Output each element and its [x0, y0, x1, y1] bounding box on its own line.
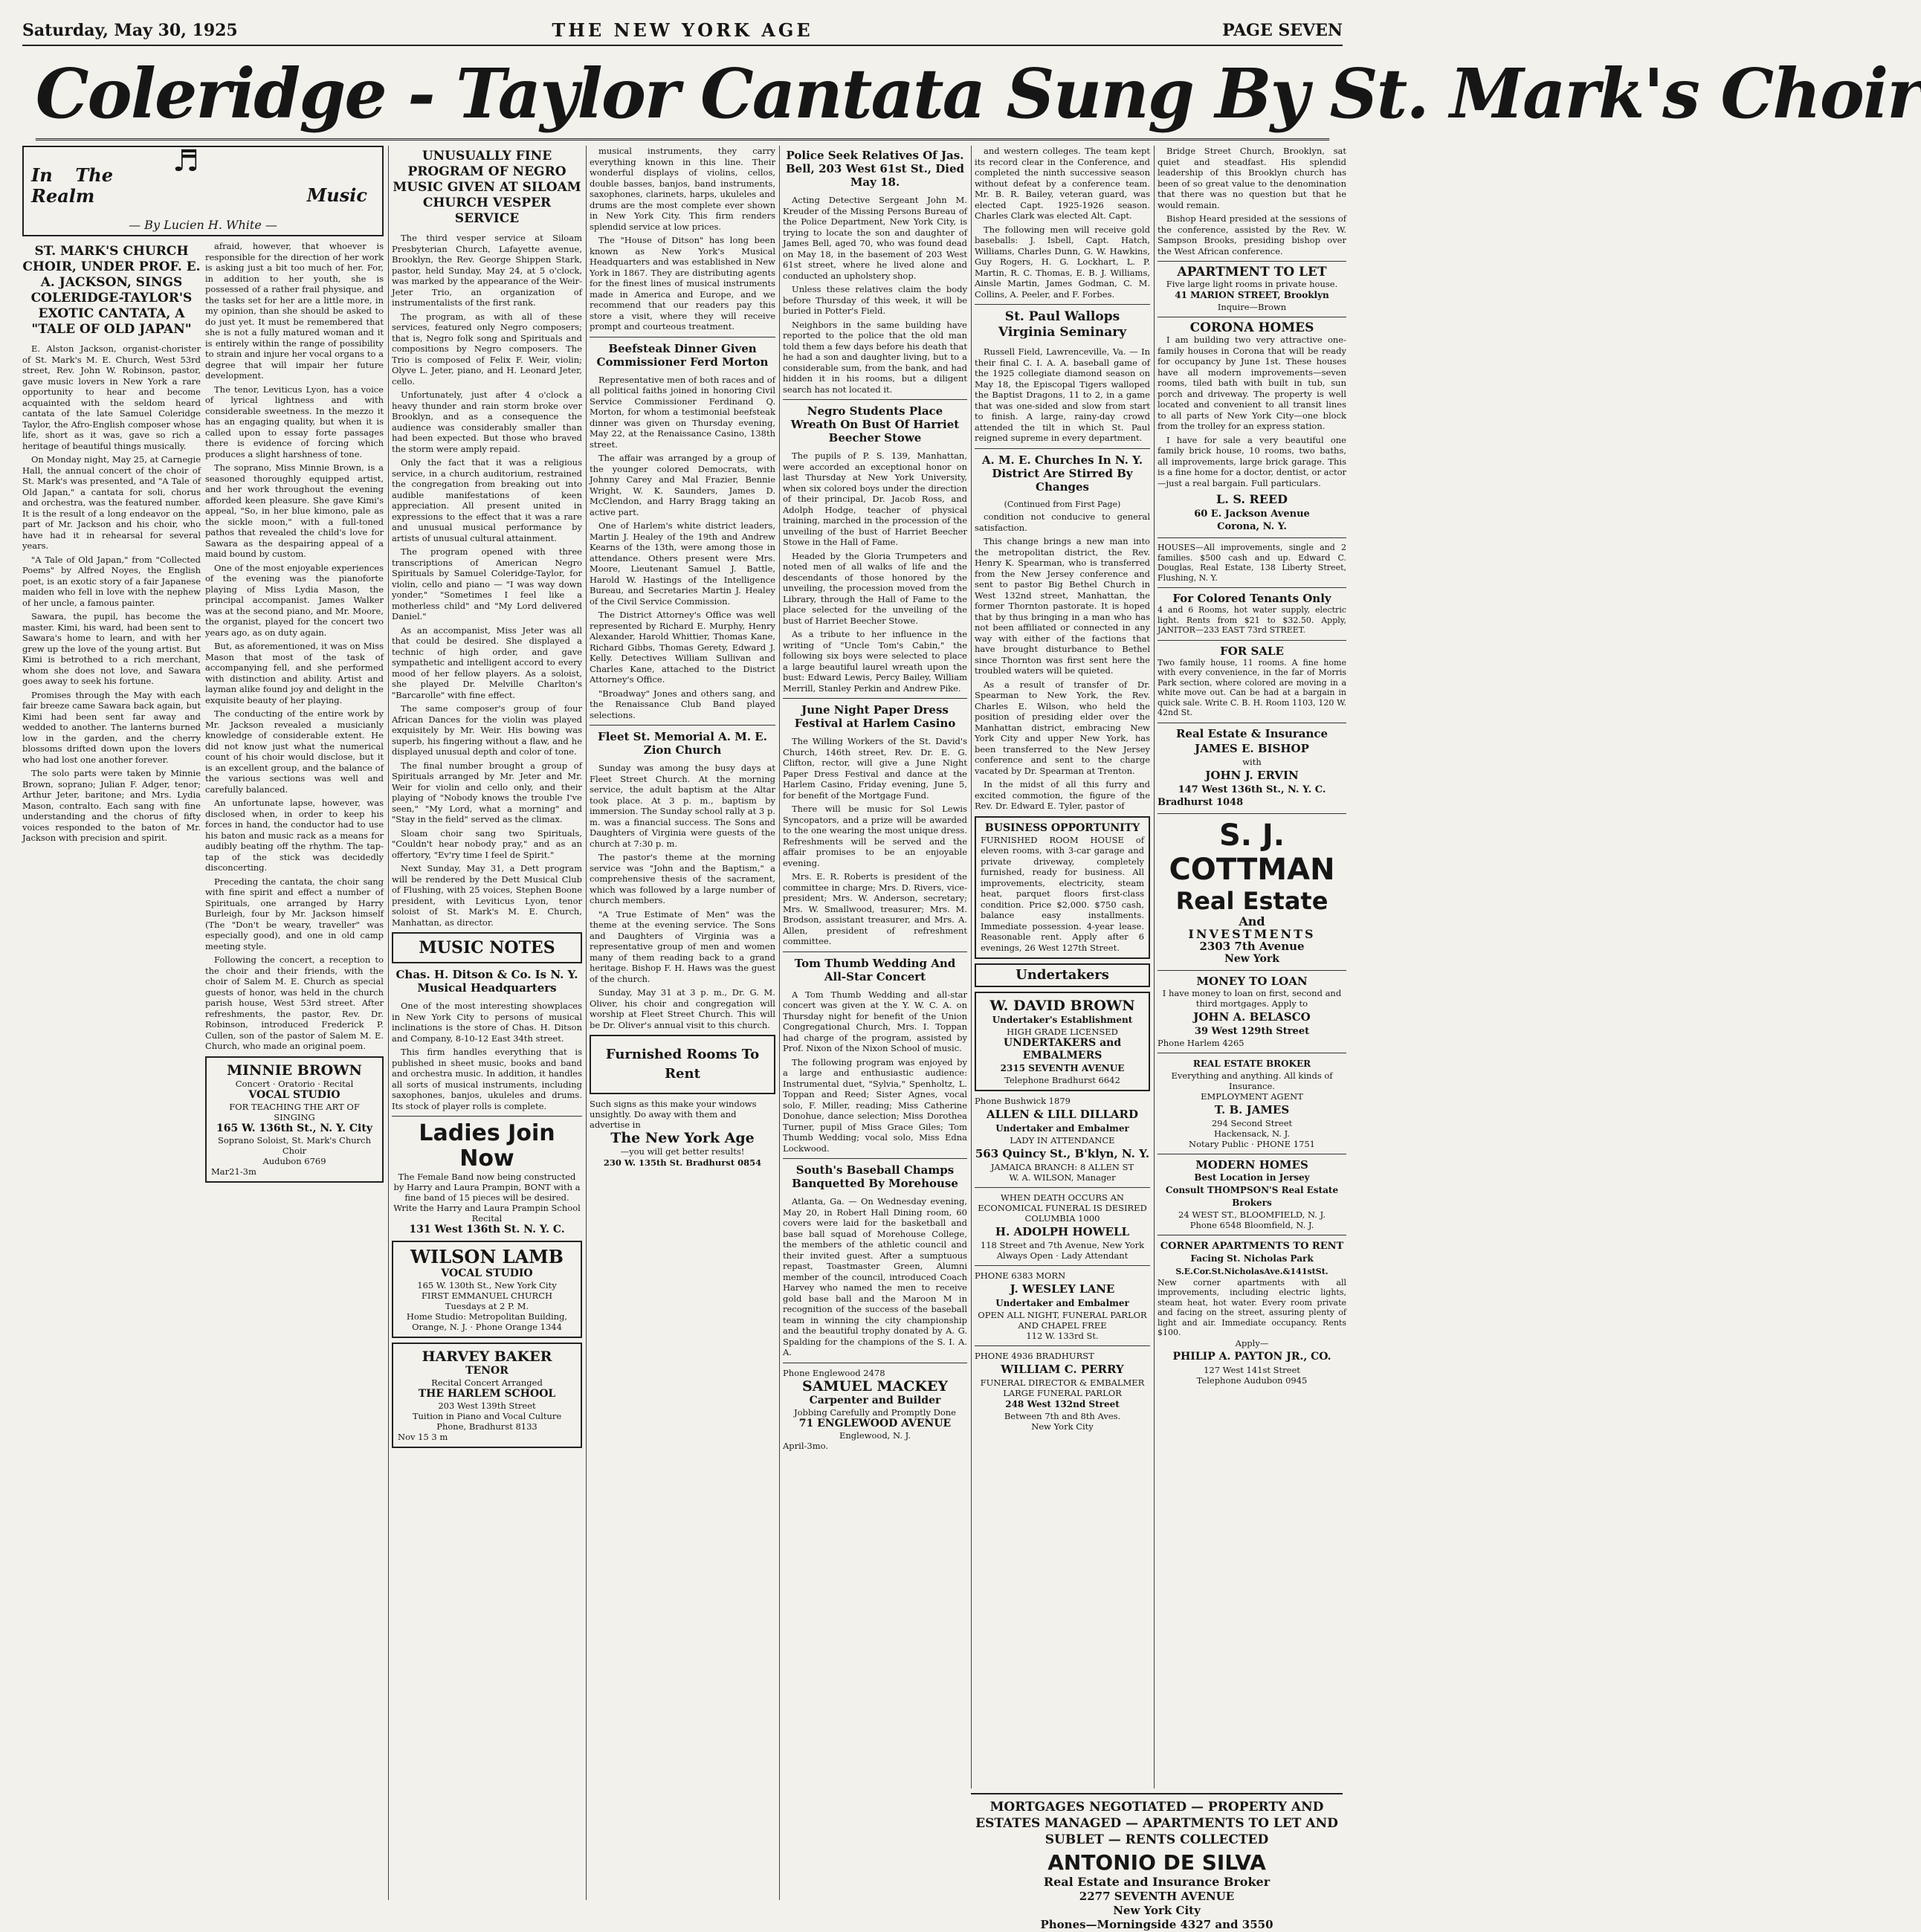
ad-line: Between 7th and 8th Aves. [1004, 1411, 1121, 1421]
ad-address: 118 Street and 7th Avenue, New York [980, 1240, 1145, 1250]
ad-line: INVESTMENTS [1188, 926, 1316, 941]
ad-line: Best Location in Jersey [1194, 1172, 1310, 1183]
masthead [22, 15, 1343, 46]
fleet-st-headline: Fleet St. Memorial A. M. E. Zion Church [598, 730, 767, 757]
ad-line: Undertaker's Establishment [992, 1015, 1133, 1025]
article-paragraph: Sunday was among the busy days at Fleet Street Church. At the morning service, the adult baptism at the Altar took place. At 3 p. m., baptism by immersion. The Sunday school rally at 3 p. m. was a financial success. The Sons and Daughters of Virginia were guests of the church at 7:30 p. m. [590, 763, 775, 849]
ad-line: FUNERAL DIRECTOR & EMBALMER [980, 1377, 1145, 1388]
ad-heading: APARTMENT TO LET [1177, 265, 1327, 280]
ad-services: MORTGAGES NEGOTIATED — PROPERTY AND ESTATES MANAGED — APARTMENTS TO LET AND SUBLET — RENTS COLLECTED [975, 1800, 1338, 1847]
ad-name: JOHN A. BELASCO [1193, 1009, 1311, 1024]
article-paragraph: The conducting of the entire work by Mr. Jackson revealed a musicianly knowledge of considerable extent. He did not know just what the numerical count of his choir would disclose, but it is an excellent group, and the balance of the various sections was well and carefully balanced. [205, 708, 384, 795]
article-paragraph: On Monday night, May 25, at Carnegie Hall, the annual concert of the choir of St. Mark's was presented, and "A Tale of Old Japan," a cantata for soli, chorus and orchestra, was the featured number. It is the result of a long endeavor on the part of Mr. Jackson and his choir, who have had it in rehearsal for several years. [22, 454, 201, 551]
ad-phone: Telephone Audubon 0945 [1196, 1374, 1308, 1386]
ad-name: ALLEN & LILL DILLARD [987, 1108, 1138, 1121]
article-paragraph: Neighbors in the same building have reported to the police that the old man told them a few days before his death that he had a son and daughter living, but to a considerable sum, from the bank, and had hidden it in his rooms, but a diligent search has not located it. [783, 319, 967, 395]
article-paragraph: "A Tale of Old Japan," from "Collected Poems" by Alfred Noyes, the English poet, is an exotic story of a fair Japanese maiden who fell in love with the nephew of her uncle, a famous painter. [22, 554, 201, 608]
ad-line: Jobbing Carefully and Promptly Done [793, 1406, 956, 1418]
ad-line: UNDERTAKERS and EMBALMERS [1003, 1037, 1122, 1062]
article-paragraph: As a result of transfer of Dr. Spearman to New York, the Rev. Charles E. Wilson, who held the position of presiding elder over the Manhattan district, embracing New York City and upper New York, has been transferred to the New Jersey conference and sent to the charge vacated by Dr. Spearman at Trenton. [975, 679, 1150, 776]
article-paragraph: The program opened with three transcriptions of American Negro Spirituals by Samuel Coleridge-Taylor, for violin, cello and piano — "I was way down yonder," "Sometimes I feel like a motherless child" and "My Lord delivered Daniel." [392, 546, 582, 621]
music-notes-title: MUSIC NOTES [419, 938, 555, 957]
ad-line: Notary Public · PHONE 1751 [1189, 1138, 1315, 1149]
ad-name: ANTONIO DE SILVA [1047, 1850, 1266, 1875]
article-paragraph: E. Alston Jackson, organist-chorister of St. Mark's M. E. Church, West 53rd street, Rev. John W. Robinson, pastor, gave music lovers in New York a rare opportunity to hear and become acquainted with the seldom heard cantata of the late Samuel Coleridge Taylor, the Afro-English composer whose life, short as it was, gave so rich a heritage of beautiful things musically. [22, 343, 201, 451]
ad-address: 39 West 129th Street [1194, 1025, 1310, 1037]
ad-address: 2315 SEVENTH AVENUE [1000, 1063, 1125, 1073]
ad-phone: Phone Englewood 2478 [783, 1367, 885, 1378]
ad-address: 2277 SEVENTH AVENUE [1079, 1890, 1235, 1903]
article-paragraph: Unfortunately, just after 4 o'clock a heavy thunder and rain storm broke over Brooklyn, and as a consequence the audience was considerably smaller than had been expected. But those who braved the storm were amply repaid. [392, 390, 582, 454]
ad-line: And [1239, 914, 1265, 928]
column-ditson-continued [586, 146, 778, 1900]
ad-text: I have for sale a very beautiful one family brick house, 10 rooms, two baths, all improvements, large brick garage. This is a fine home for a doctor, dentist, or actor—just a real bargain. Full particulars. [1158, 434, 1346, 488]
music-notes-box [392, 932, 582, 963]
ad-line: Undertaker and Embalmer [995, 1123, 1129, 1134]
article-paragraph: Sawara, the pupil, has become the master. Kimi, his ward, had been sent to Sawara's home to learn, and with her grew up the love of the young artist. But Kimi is betrothed to a rich merchant, whom she does not love, and Sawara goes away to seek his fortune. [22, 611, 201, 686]
ad-name: W. DAVID BROWN [989, 998, 1135, 1014]
ad-line: Everything and anything. All kinds of Insurance. [1171, 1070, 1333, 1091]
ad-line: THE HARLEM SCHOOL [418, 1388, 556, 1400]
article-paragraph: One of Harlem's white district leaders, Martin J. Healey of the 19th and Andrew Kearns of the 13th, were among those in attendance. Others present were Mrs. Moore, Lieutenant Samuel J. Battle, Harold W. Hastings of the Intelligence Bureau, and Secretaries Martin J. Healey of the Civil Service Commission. [590, 520, 775, 607]
ad-line: Hackensack, N. J. [1214, 1128, 1290, 1139]
ad-heading: Real Estate & Insurance [1175, 726, 1328, 740]
ad-name: PHILIP A. PAYTON JR., CO. [1172, 1350, 1331, 1363]
ladies-join-title: Ladies Join Now [419, 1120, 555, 1172]
ad-heading: CORNER APARTMENTS TO RENT [1160, 1240, 1344, 1252]
ad-heading: For Colored Tenants Only [1172, 592, 1331, 605]
ad-line: Tuesdays at 2 P. M. [445, 1301, 529, 1311]
ad-line: LADY IN ATTENDANCE [1010, 1135, 1115, 1146]
ad-heading: BUSINESS OPPORTUNITY [984, 821, 1140, 834]
ad-name: WILLIAM C. PERRY [1001, 1363, 1124, 1376]
siloam-headline: UNUSUALLY FINE PROGRAM OF NEGRO MUSIC GIVEN AT SILOAM CHURCH VESPER SERVICE [393, 149, 581, 226]
ad-name: L. S. REED [1215, 492, 1288, 506]
ad-heading: FOR SALE [1220, 644, 1284, 658]
ad-address: 294 Second Street [1211, 1117, 1293, 1128]
ad-line: New York City [1031, 1421, 1094, 1432]
ad-phone: Bradhurst 1048 [1158, 796, 1244, 808]
ad-line: TENOR [465, 1365, 508, 1377]
wilson-lamb-ad [392, 1241, 582, 1338]
column-classifieds [1154, 146, 1349, 1789]
undertakers-header [975, 963, 1150, 987]
ad-text: FURNISHED ROOM HOUSE of eleven rooms, with 3-car garage and private driveway, completely furnished, ready for business. All improvements, electricity, steam heat, parquet floors first-class condition. Price $2,000. $750 cash, balance easy installments. Immediate possession. 4-year lease. Reasonable rent. Apply after 6 evenings, 26 West 127th Street. [981, 834, 1144, 953]
realm-byline: — By Lucien H. White — [129, 217, 277, 232]
ad-name: MINNIE BROWN [227, 1062, 362, 1079]
article-paragraph: Sloam choir sang two Spirituals, "Couldn't hear nobody pray," and as an offertory, "Ev'ry time I feel de Spirit." [392, 827, 582, 860]
article-paragraph: The District Attorney's Office was well represented by Richard E. Murphy, Henry Alexander, Harold Whittier, Thomas Kane, Richard Gibbs, Thomas Gerety, Edward J. Kelly. Detectives William Sullivan and Charles Kane, attached to the District Attorney's Office. [590, 610, 775, 685]
article-paragraph: The tenor, Leviticus Lyon, has a voice of lyrical lightness and with considerable sweetness. In the mezzo it has an engaging quality, but when it is called upon to essay forte passages there is evidence of forcing which produces a slight harshness of tone. [205, 384, 384, 459]
paper-dress-headline: June Night Paper Dress Festival at Harlem Casino [794, 703, 956, 730]
ad-address: 112 W. 133rd St. [1026, 1331, 1099, 1341]
ad-text: I am building two very attractive one-family houses in Corona that will be ready for occupancy by June 1st. These houses have all modern improvements—seven rooms, tiled bath with built in tub, sun porch and driveway. The property is well located and convenient to all transit lines to all parts of New York City—one block from the trolley for an express station. [1158, 335, 1346, 431]
ad-phones: Phones—Morningside 4327 and 3550 [1040, 1918, 1273, 1931]
realm-music-word: Music [306, 184, 367, 206]
ad-line: Such signs as this make your windows unsightly. Do away with them and advertise in [590, 1099, 757, 1130]
ad-line: Inquire—Brown [1217, 302, 1287, 312]
ad-name: H. ADOLPH HOWELL [995, 1225, 1130, 1238]
ad-name: WILSON LAMB [410, 1246, 564, 1267]
age-paper-name: The New York Age [610, 1130, 755, 1146]
ad-address: 127 West 141st Street [1204, 1364, 1300, 1375]
furnished-rooms-ad [590, 1035, 775, 1094]
article-paragraph: The Willing Workers of the St. David's Church, 146th street, Rev. Dr. E. G. Clifton, rector, will give a June Night Paper Dress Festival and dance at the Harlem Casino, Friday evening, June 5, for benefit of the Mortgage Fund. [783, 736, 967, 801]
ad-phone: Phone Bushwick 1879 [975, 1096, 1071, 1106]
ad-line: Tuition in Piano and Vocal Culture [412, 1411, 562, 1421]
article-paragraph: This firm handles everything that is published in sheet music, books and band and orchestra music. In addition, it handles all sorts of musical instruments, including saxophones, banjos, ukuleles and drums. Its stock of player rolls is complete. [392, 1047, 582, 1111]
article-paragraph: "A True Estimate of Men" was the theme at the evening service. The Sons and Daughters of Virginia was a representative group of men and women many of them reading back to a grand heritage. Bishop F. H. Haws was the guest of the church. [590, 908, 775, 984]
ad-line: JAMAICA BRANCH: 8 ALLEN ST [990, 1162, 1134, 1172]
ad-line: Always Open · Lady Attendant [996, 1250, 1129, 1261]
article-paragraph: Following the concert, a reception to the choir and their friends, with the choir of Salem M. E. Church as special guests of honor, was held in the church parish house, West 53rd street. After refreshments, the pastor, Rev. Dr. Robinson, introduced Frederick P. Cullen, son of the pastor of Salem M. E. Church, who made an original poem. [205, 954, 384, 1051]
ad-text: New corner apartments with all improvements, including electric lights, steam heat, hot water. Every room private and facing on the street, assuring plenty of light and air. Immediate occupancy. Rents $100. [1158, 1277, 1346, 1337]
david-brown-ad [975, 992, 1150, 1091]
ame-churches-headline: A. M. E. Churches In N. Y. District Are Stirred By Changes [981, 453, 1143, 494]
ad-address: 24 WEST ST., BLOOMFIELD, N. J. [1178, 1209, 1326, 1220]
ad-line: S.E.Cor.St.NicholasAve.&141stSt. [1175, 1266, 1328, 1276]
ad-line: Facing St. Nicholas Park [1190, 1253, 1314, 1264]
ad-line: W. A. WILSON, Manager [1009, 1172, 1116, 1183]
ad-phone: Telephone Bradhurst 6642 [1004, 1075, 1120, 1085]
ad-city: New York City [1113, 1904, 1201, 1917]
minnie-brown-ad [205, 1056, 384, 1183]
ad-name: JOHN J. ERVIN [1205, 768, 1299, 782]
ad-line: OPEN ALL NIGHT, FUNERAL PARLOR AND CHAPEL FREE [978, 1310, 1147, 1331]
article-paragraph: In the midst of all this furry and excited commotion, the figure of the Rev. Dr. Edward E. Tyler, pastor of [975, 779, 1150, 811]
ad-line: FIRST EMMANUEL CHURCH [421, 1290, 553, 1301]
ad-line: Corona, N. Y. [1217, 521, 1287, 532]
ad-line: Consult THOMPSON'S Real Estate Brokers [1165, 1184, 1339, 1208]
ad-line: Englewood, N. J. [839, 1429, 911, 1441]
ad-title: Real Estate and Insurance Broker [1043, 1875, 1271, 1889]
article-paragraph: Acting Detective Sergeant John M. Kreuder of the Missing Persons Bureau of the Police Department, New York City, is trying to locate the son and daughter of James Bell, aged 70, who was found dead on May 18, in the basement of 203 West 61st street, where he lived alone and conducted an upholstery shop. [783, 195, 967, 281]
ad-line: WHEN DEATH OCCURS AN ECONOMICAL FUNERAL IS DESIRED COLUMBIA 1000 [978, 1192, 1147, 1224]
article-paragraph: The final number brought a group of Spirituals arranged by Mr. Jeter and Mr. Weir for violin and cello only, and their playing of "Nobody knows the trouble I've seen," "My Lord, what a morning" and "Stay in the field" served as the climax. [392, 760, 582, 824]
ad-line: HIGH GRADE LICENSED [1007, 1027, 1118, 1037]
ad-line: Carpenter and Builder [809, 1394, 941, 1406]
ad-heading: MONEY TO LOAN [1196, 974, 1308, 988]
morehouse-headline: South's Baseball Champs Banquetted By Morehouse [792, 1163, 958, 1190]
ad-text: HOUSES—All improvements, single and 2 families. $500 cash and up. Edward C. Douglas, Real Estate, 138 Liberty Street, Flushing, N. Y. [1158, 543, 1346, 583]
ad-address: 2303 7th Avenue [1199, 939, 1305, 953]
article-paragraph: Headed by the Gloria Trumpeters and noted men of all walks of life and the descendants of those honored by the unveiling, the procession moved from the Library, through the Hall of Fame to the place selected for the unveiling of the bust of Harriet Beecher Stowe. [783, 550, 967, 626]
ad-phone: Phone Harlem 4265 [1158, 1037, 1244, 1048]
article-paragraph: Bishop Heard presided at the sessions of the conference, assisted by the Rev. W. Sampson Brooks, presiding bishop over the West African conference. [1158, 213, 1346, 256]
ad-address: 563 Quincy St., B'klyn, N. Y. [975, 1147, 1150, 1160]
article-paragraph: One of the most enjoyable experiences of the evening was the pianoforte playing of Miss Lydia Mason, the principal accompanist. James Walker was at the second piano, and Mr. Moore, the organist, played for the concert two years ago, as on duty again. [205, 562, 384, 638]
ad-address: 165 W. 130th St., New York City [417, 1280, 557, 1290]
ad-text: 4 and 6 Rooms, hot water supply, electric light. Rents from $21 to $32.50. Apply, JANITOR—233 EAST 73rd STREET. [1158, 605, 1346, 635]
article-paragraph: The solo parts were taken by Minnie Brown, soprano; Julian F. Adger, tenor; Arthur Jeter, baritone; and Mrs. Lydia Mason, contralto. Each sang with fine understanding and the chorus of fifty voices responded to the baton of Mr. Jackson with precision and spirit. [22, 768, 201, 843]
furnished-rooms-title: Furnished Rooms To Rent [605, 1047, 760, 1082]
ad-heading: CORONA HOMES [1189, 320, 1314, 335]
article-paragraph: and western colleges. The team kept its record clear in the Conference, and completed the ninth successive season without defeat by a conference team. Mr. B. R. Bailey, veteran guard, was elected Capt. 1925-1926 season. Charles Clark was elected Alt. Capt. [975, 146, 1150, 221]
ad-phone: Phone 6548 Bloomfield, N. J. [1189, 1219, 1314, 1230]
article-paragraph: Mrs. E. R. Roberts is president of the committee in charge; Mrs. D. Rivers, vice-president; Mrs. W. Anderson, secretary; Mrs. W. Smallwood, treasurer; Mrs. M. Brodson, assistant treasurer, and Mrs. A. Allen, president of refreshment committee. [783, 871, 967, 946]
harvey-baker-ad [392, 1343, 582, 1448]
ad-address: 131 West 136th St. N. Y. C. [409, 1224, 565, 1235]
article-paragraph: One of the most interesting showplaces in New York City to persons of musical inclinations is the store of Chas. H. Ditson and Company, 8-10-12 East 34th street. [392, 1001, 582, 1044]
ad-name: J. WESLEY LANE [1010, 1282, 1115, 1296]
cottman-name: S. J. COTTMAN [1169, 818, 1335, 887]
ad-name: JAMES E. BISHOP [1195, 741, 1309, 755]
article-paragraph: The program, as with all of these services, featured only Negro composers; that is, Negro folk song and Spirituals and compositions by Negro composers. The Trio is composed of Felix F. Weir, violin; Olyve L. Jeter, piano, and H. Leonard Jeter, cello. [392, 311, 582, 387]
cottman-title: Real Estate [1175, 886, 1328, 915]
ad-address: 41 MARION STREET, Brooklyn [1175, 290, 1329, 300]
ad-line: Recital Concert Arranged [431, 1377, 543, 1388]
ad-line: LARGE FUNERAL PARLOR [1003, 1388, 1122, 1398]
ad-address: 71 ENGLEWOOD AVENUE [798, 1417, 952, 1429]
ad-address: 147 West 136th St., N. Y. C. [1178, 784, 1326, 795]
article-paragraph: This change brings a new man into the metropolitan district, the Rev. Henry K. Spearman, who is transferred from the New Jersey conference and sent to pastor Big Bethel Church in West 132nd street, Manhattan, the former Thornton pastorate. It is hoped that by thus bringing in a man who has not been affiliated or connected in any way with either of the factions that have brought disturbance to Bethel since Thornton was first sent here the troubled waters will be quieted. [975, 536, 1150, 676]
ad-name: T. B. JAMES [1214, 1102, 1290, 1117]
column-news [779, 146, 970, 1900]
police-headline: Police Seek Relatives Of Jas. Bell, 203 West 61st St., Died May 18. [786, 149, 964, 189]
undertakers-title: Undertakers [1016, 967, 1109, 983]
article-paragraph: Preceding the cantata, the choir sang with fine spirit and effect a number of Spirituals, one arranged by Harry Burleigh, four by Mr. Jackson himself (The "Don't be weary, traveller" was especially good), and one in old camp meeting style. [205, 876, 384, 952]
de-silva-ad [971, 1793, 1343, 1931]
column-church-sports [971, 146, 1153, 1789]
article-paragraph: Sunday, May 31 at 3 p. m., Dr. G. M. Oliver, his choir and congregation will worship at Fleet Street Church. This will be Dr. Oliver's annual visit to this church. [590, 987, 775, 1030]
lyre-ornament-icon: ♬ [172, 144, 199, 178]
article-paragraph: The affair was arranged by a group of the younger colored Democrats, with Johnny Carey and Mal Frazier, Bennie Wright, W. K. Saunders, James D. McClendon, and Harry Bragg taking an active part. [590, 453, 775, 517]
article-paragraph: musical instruments, they carry everything known in this line. Their wonderful displays of violins, cellos, double basses, banjos, band instruments, saxophones, clarinets, harps, ukuleles and drums are the most complete ever shown in New York City. This firm renders splendid service at low prices. [590, 146, 775, 232]
article-paragraph: The "House of Ditson" has long been known as New York's Musical Headquarters and was established in New York in 1867. They are distributing agents for the finest lines of musical instruments made in America and Europe, and we recommend that our readers pay this store a visit, where they will receive prompt and courteous treatment. [590, 235, 775, 332]
ad-address: 60 E. Jackson Avenue [1194, 508, 1310, 520]
article-paragraph: The third vesper service at Siloam Presbyterian Church, Lafayette avenue, Brooklyn, the Rev. George Shippen Stark, pastor, held Sunday, May 24, at 5 o'clock, was marked by the appearance of the Weir-Jeter Trio, an organization of instrumentalists of the first rank. [392, 233, 582, 308]
ad-code: Mar21-3m [211, 1166, 256, 1177]
article-paragraph: condition not conducive to general satisfaction. [975, 511, 1150, 533]
ad-line: with [1242, 756, 1262, 767]
article-paragraph: Atlanta, Ga. — On Wednesday evening, May 20, in Robert Hall Dining room, 60 covers were laid for the basketball and base ball squad of Morehouse College, the members of the athletic council and their invited guest. After a sumptuous repast, Toastmaster Green, Alumni member of the council, introduced Coach Harvey who named the men to receive gold base ball and the Maroon M in recognition of the success of the baseball team in winning the city championship and the beautiful trophy donated by A. G. Spalding for the champions of the S. I. A. A. [783, 1196, 967, 1357]
st-paul-headline: St. Paul Wallops Virginia Seminary [998, 309, 1127, 340]
article-paragraph: An unfortunate lapse, however, was disclosed when, in order to keep his forces in hand, the conductor had to use his baton and music rack as a means for audibly beating off the rhythm. The tap-tap of the stick was decidedly disconcerting. [205, 798, 384, 873]
ad-address: 248 West 132nd Street [1005, 1399, 1120, 1409]
article-paragraph: The following program was enjoyed by a large and enthusiastic audience: Instrumental duet, "Sylvia," Spenholtz, L. Toppan and Reed; Sister Agnes, vocal solo, F. Miller, reading; Miss Catherine Donohue, dance selection; Miss Dorothea Turner, pupil of Miss Grace Giles; Tom Thumb Wedding; vocal solo, Miss Edna Lockwood. [783, 1056, 967, 1154]
ad-line: Apply— [1235, 1337, 1269, 1348]
article-paragraph: Unless these relatives claim the body before Thursday of this week, it will be buried in Potter's Field. [783, 284, 967, 316]
ad-line: Home Studio: Metropolitan Building, Orange, N. J. · Phone Orange 1344 [406, 1311, 568, 1332]
stowe-headline: Negro Students Place Wreath On Bust Of Harriet Beecher Stowe [790, 404, 960, 445]
ad-line: The Female Band now being constructed by Harry and Laura Prampin, BONT with a fine band of 15 pieces will be desired. Write the Harry and Laura Prampin School Recital [393, 1172, 581, 1224]
article-paragraph: As a tribute to her influence in the writing of "Uncle Tom's Cabin," the following six boys were selected to place a large beautiful laurel wreath upon the bust: Edward Lewis, Percy Bailey, William Merrill, Stanley Perkin and Andrew Pike. [783, 629, 967, 694]
article-paragraph: "Broadway" Jones and others sang, and the Renaissance Club Band played selections. [590, 688, 775, 720]
article-paragraph: A Tom Thumb Wedding and all-star concert was given at the Y. W. C. A. on Thursday night for benefit of the Union Congregational Church, Mrs. I. Toppan had charge of the program, assisted by Prof. Nixon of the Nixon School of music. [783, 989, 967, 1053]
article-paragraph: The pupils of P. S. 139, Manhattan, were accorded an exceptional honor on last Thursday at New York University, when six colored boys under the direction of their principal, Dr. Jacob Ross, and Adolph Hodge, teacher of physical training, marched in the procession of the unveiling of the bust of Harriet Beecher Stowe in the Hall of Fame. [783, 450, 967, 547]
ad-phone: PHONE 6383 MORN [975, 1270, 1066, 1281]
ad-heading: REAL ESTATE BROKER [1192, 1058, 1311, 1069]
article-paragraph: Russell Field, Lawrenceville, Va. — In their final C. I. A. A. baseball game of the 1925 collegiate diamond season on May 18, the Episcopal Tigers walloped the Baptist Dragons, 11 to 2, in a game that was one-sided and slow from start to finish. A large, rainy-day crowd attended the tilt in which St. Paul reigned supreme in every department. [975, 346, 1150, 443]
ad-line: Undertaker and Embalmer [995, 1298, 1129, 1308]
article-paragraph: Next Sunday, May 31, a Dett program will be rendered by the Dett Musical Club of Flushing, with 25 voices, Stephen Boone president, with Leviticus Lyon, tenor soloist of St. Mark's M. E. Church, Manhattan, as director. [392, 863, 582, 928]
column-siloam [388, 146, 585, 1900]
ad-phone: Phone, Bradhurst 8133 [436, 1421, 537, 1432]
main-headline: Coleridge - Taylor Cantata Sung By St. Mark's Choir [36, 49, 1329, 140]
article-paragraph: Only the fact that it was a religious service, in a church auditorium, restrained the congregation from breaking out into audible manifestations of keen appreciation. All present united in expressions to the effect that it was a rare and unusual musical performance by artists of unusual cultural attainment. [392, 457, 582, 543]
ad-phone: PHONE 4936 BRADHURST [975, 1351, 1094, 1361]
article-paragraph: The following men will receive gold baseballs: J. Isbell, Capt. Hatch, Williams, Charles Dunn, G. W. Hawkins, Guy Rogers, H. G. Lockhart, L. P. Martin, R. C. Thomas, E. B. J. Williams, Ainsle Martin, James Godman, C. M. Collins, A. Peeler, and F. Forbes. [975, 224, 1150, 300]
ad-address: 230 W. 135th St. Bradhurst 0854 [603, 1157, 762, 1168]
paper-name: THE NEW YORK AGE [552, 19, 813, 41]
column-music-realm [22, 146, 384, 1900]
realm-column-header [22, 146, 384, 236]
article-paragraph: There will be music for Sol Lewis Syncopators, and a prize will be awarded to the one wearing the most unique dress. Refreshments will be served and the affair promises to be an enjoyable evening. [783, 804, 967, 868]
ad-code: Nov 15 3 m [398, 1432, 448, 1442]
ad-line: —you will get better results! [620, 1146, 745, 1157]
article-paragraph: As an accompanist, Miss Jeter was all that could be desired. She displayed a technic of high order, and gave sympathetic and intelligent accord to every mood of her fellow players. As a soloist, she played Dr. Melville Charlton's "Barcarolle" with fine effect. [392, 624, 582, 700]
article-paragraph: The same composer's group of four African Dances for the violin was played exquisitely by Mr. Weir. His bowing was superb, his fingering without a flaw, and he displayed unusual depth and color of tone. [392, 703, 582, 757]
ad-address: 203 West 139th Street [438, 1400, 536, 1411]
issue-date: Saturday, May 30, 1925 [22, 21, 238, 40]
article-paragraph: The pastor's theme at the morning service was "John and the Baptism," a comprehensive thesis of the sacrament, which was followed by a large number of church members. [590, 852, 775, 905]
article-paragraph: Bridge Street Church, Brooklyn, sat quiet and steadfast. His splendid leadership of this Brooklyn church has been of so great value to the denomination that there was no question but that he would remain. [1158, 146, 1346, 210]
realm-title: In The Realm [31, 164, 113, 207]
ad-address: 165 W. 136th St., N. Y. City [216, 1122, 372, 1134]
article-paragraph: afraid, however, that whoever is responsible for the direction of her work is asking just a bit too much of her. For, in addition to her youth, she is possessed of a rather frail physique, and the tasks set for her are a little more, in my opinion, than she should be asked to do just yet. It must be remembered that she is not a fully matured woman and it is entirely within the range of possibility to strain and injure her vocal organs to a degree that will impair her future development. [205, 241, 384, 381]
st-marks-headline: ST. MARK'S CHURCH CHOIR, UNDER PROF. E. A. JACKSON, SINGS COLERIDGE-TAYLOR'S EXOTIC CANTATA, A "TALE OF OLD JAPAN" [22, 244, 201, 337]
ad-text: Two family house, 11 rooms. A fine home with every convenience, in the far of Morris Park section, where colored are moving in a white move out. Can be had at a bargain in quick sale. Write C. B. H. Room 1103, 120 W. 42nd St. [1158, 657, 1346, 717]
beefsteak-headline: Beefsteak Dinner Given Commissioner Ferd Morton [596, 341, 769, 369]
ad-name: HARVEY BAKER [422, 1348, 552, 1365]
article-paragraph: Representative men of both races and of all political faiths joined in honoring Civil Service Commissioner Ferdinand Q. Morton, for whom a testimonial beefsteak dinner was given on Thursday evening, May 22, at the Renaissance Casino, 138th street. [590, 374, 775, 450]
ad-line: VOCAL STUDIO [248, 1088, 340, 1101]
page-number: PAGE SEVEN [1222, 21, 1343, 40]
ad-line: EMPLOYMENT AGENT [1201, 1091, 1303, 1102]
ad-phone: Audubon 6769 [262, 1155, 326, 1166]
ad-line: Five large light rooms in private house. [1166, 279, 1338, 289]
ad-code: April-3mo. [783, 1440, 829, 1451]
ad-line: New York [1224, 952, 1279, 965]
ad-line: FOR TEACHING THE ART OF SINGING [229, 1101, 360, 1122]
ad-line: I have money to loan on first, second and third mortgages. Apply to [1162, 987, 1342, 1009]
ad-name: SAMUEL MACKEY [802, 1377, 948, 1395]
continued-note: (Continued from First Page) [1004, 499, 1121, 509]
article-paragraph: But, as aforementioned, it was on Miss Mason that most of the task of accompanying fell, and she performed with distinction and ability. Artist and layman alike found joy and delight in the exquisite beauty of her playing. [205, 641, 384, 705]
ad-line: VOCAL STUDIO [441, 1267, 533, 1279]
tom-thumb-headline: Tom Thumb Wedding And All-Star Concert [794, 956, 956, 983]
article-paragraph: Promises through the May with each fair breeze came Sawara back again, but Kimi had been sent far away and wedded to another. The lanterns burned low in the garden, and the cherry blossoms drifted down upon the lovers who had lost one another forever. [22, 689, 201, 765]
ad-line: Concert · Oratorio · Recital [235, 1078, 354, 1089]
business-opportunity-ad [975, 816, 1150, 960]
ad-line: Soprano Soloist, St. Mark's Church Choir [217, 1134, 371, 1156]
article-paragraph: The soprano, Miss Minnie Brown, is a seasoned thoroughly equipped artist, and her work throughout the evening afforded keen pleasure. She gave Kimi's appeal, "So, in her blue kimono, pale as the sickle moon," with a full-toned pathos that revealed the child's love for Sawara as the despairing appeal of a maid bound by custom. [205, 462, 384, 559]
ad-heading: MODERN HOMES [1195, 1157, 1308, 1172]
ditson-headline: Chas. H. Ditson & Co. Is N. Y. Musical Headquarters [396, 968, 578, 995]
